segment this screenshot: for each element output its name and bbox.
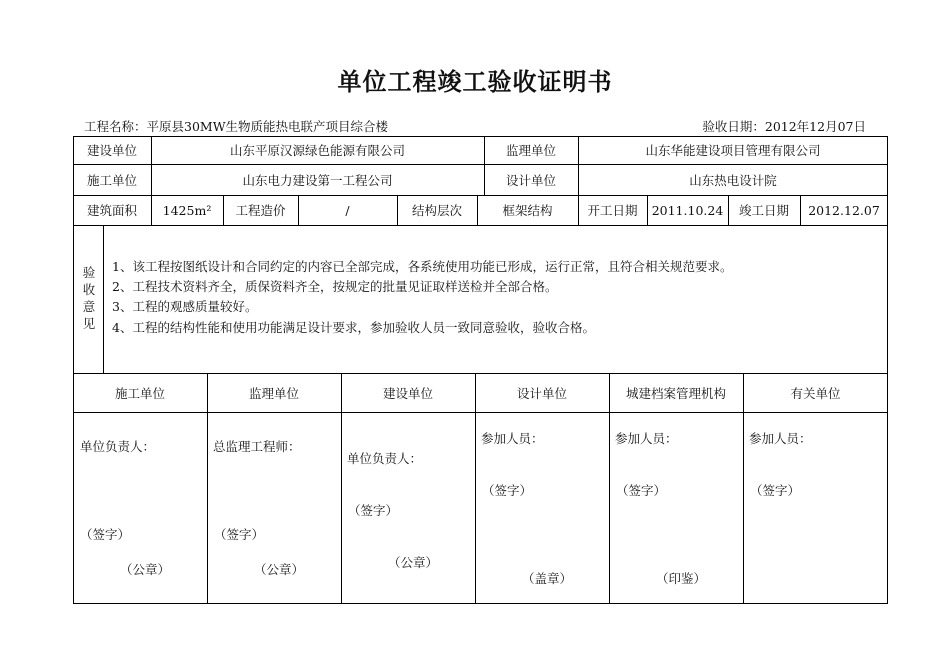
project-name: 工程名称：平原县30MW生物质能热电联产项目综合楼 bbox=[84, 119, 389, 134]
build-unit-label: 建设单位 bbox=[86, 143, 137, 158]
supervise-unit-value: 山东华能建设项目管理有限公司 bbox=[645, 143, 821, 158]
structure-value: 框架结构 bbox=[502, 203, 553, 218]
sign-signature-design: （签字） bbox=[482, 483, 533, 498]
sign-person-supervise: 总监理工程师： bbox=[213, 439, 301, 454]
sign-person-design: 参加人员： bbox=[481, 431, 544, 446]
supervise-unit-label: 监理单位 bbox=[505, 143, 556, 158]
area-label: 建筑面积 bbox=[86, 203, 137, 218]
opinion-label-char: 意 bbox=[82, 299, 96, 314]
sign-seal-construct: （公章） bbox=[120, 562, 171, 577]
sign-header-related: 有关单位 bbox=[790, 385, 841, 401]
construct-unit-label: 施工单位 bbox=[86, 172, 137, 188]
sign-signature-related: （签字） bbox=[750, 483, 801, 498]
sign-header-build: 建设单位 bbox=[382, 385, 433, 401]
start-date-value: 2011.10.24 bbox=[651, 202, 724, 218]
structure-label: 结构层次 bbox=[411, 203, 462, 218]
acceptance-date: 验收日期：2012年12月07日 bbox=[702, 119, 866, 134]
row-divider bbox=[73, 412, 888, 413]
opinion-label-char: 验 bbox=[82, 265, 96, 280]
opinion-line: 2、工程技术资料齐全，质保资料齐全，按规定的批量见证取样送检并全部合格。 bbox=[112, 279, 558, 294]
sign-person-archive: 参加人员： bbox=[615, 431, 678, 446]
sign-signature-construct: （签字） bbox=[80, 527, 131, 542]
opinion-label-char: 收 bbox=[82, 282, 96, 297]
build-unit-value: 山东平原汉源绿色能源有限公司 bbox=[229, 143, 405, 158]
sign-signature-archive: （签字） bbox=[616, 483, 667, 498]
sign-person-construct: 单位负责人： bbox=[80, 439, 156, 454]
sign-person-build: 单位负责人： bbox=[347, 451, 423, 466]
col-divider bbox=[103, 225, 104, 373]
sign-seal-design: （盖章） bbox=[522, 571, 573, 586]
sign-seal-archive: （印鉴） bbox=[656, 571, 707, 586]
start-date-label: 开工日期 bbox=[587, 203, 638, 218]
design-unit-value: 山东热电设计院 bbox=[689, 172, 777, 188]
sign-signature-build: （签字） bbox=[348, 503, 399, 518]
sign-header-construct: 施工单位 bbox=[114, 385, 165, 401]
opinion-label bbox=[80, 264, 98, 332]
row-divider bbox=[73, 225, 888, 226]
finish-date-value: 2012.12.07 bbox=[808, 202, 880, 218]
area-value: 1425m² bbox=[162, 202, 212, 218]
sign-person-related: 参加人员： bbox=[749, 431, 812, 446]
page-title: 单位工程竣工验收证明书 bbox=[337, 67, 613, 96]
opinion-label-char: 见 bbox=[82, 316, 96, 331]
opinion-line: 1、该工程按图纸设计和合同约定的内容已全部完成，各系统使用功能已形成，运行正常，且符合相关规范要求。 bbox=[112, 259, 733, 274]
sign-seal-supervise: （公章） bbox=[254, 562, 305, 577]
cost-label: 工程造价 bbox=[235, 203, 286, 218]
sign-header-design: 设计单位 bbox=[516, 385, 567, 401]
construct-unit-value: 山东电力建设第一工程公司 bbox=[242, 172, 393, 188]
sign-seal-build: （公章） bbox=[388, 555, 439, 570]
cost-value: / bbox=[345, 202, 350, 218]
sign-header-supervise: 监理单位 bbox=[248, 385, 299, 401]
opinion-line: 4、工程的结构性能和使用功能满足设计要求，参加验收人员一致同意验收，验收合格。 bbox=[112, 320, 595, 335]
sign-signature-supervise: （签字） bbox=[214, 527, 265, 542]
finish-date-label: 竣工日期 bbox=[738, 203, 789, 218]
opinion-line: 3、工程的观感质量较好。 bbox=[112, 299, 258, 314]
design-unit-label: 设计单位 bbox=[505, 172, 556, 188]
sign-header-archive: 城建档案管理机构 bbox=[625, 385, 726, 401]
